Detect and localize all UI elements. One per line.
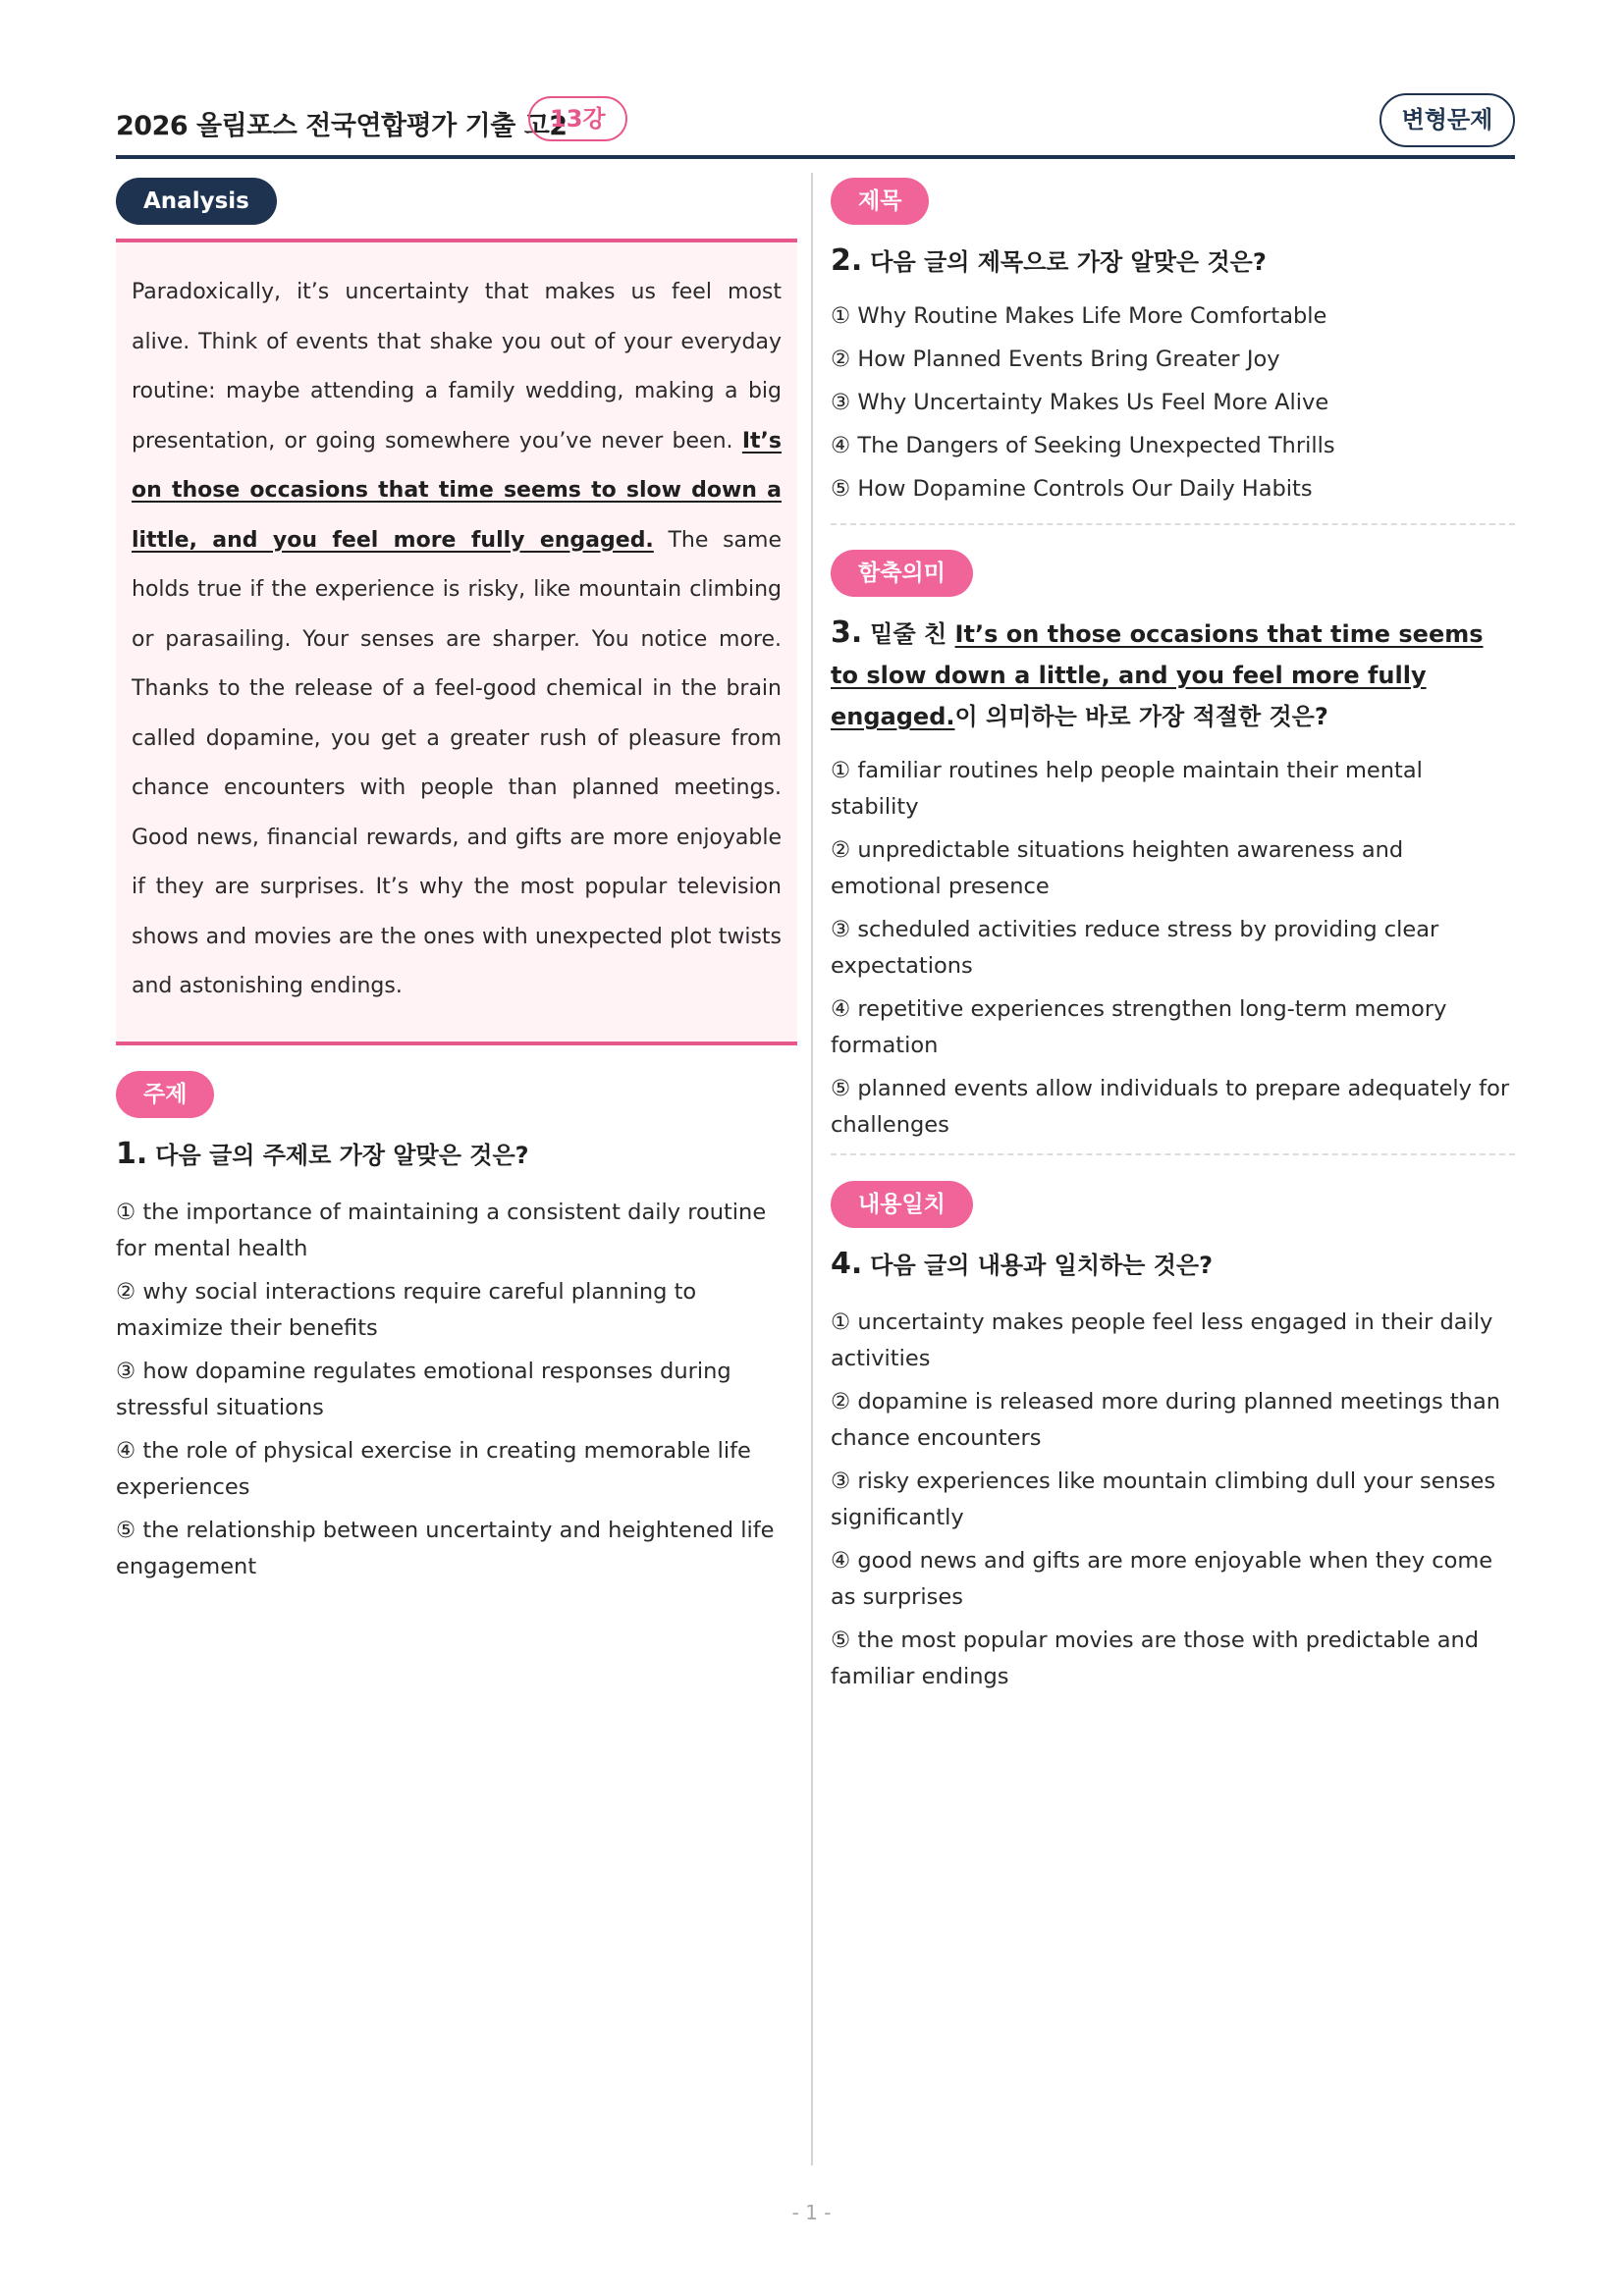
q3-question-post: 이 의미하는 바로 가장 적절한 것은? xyxy=(954,703,1328,730)
q3-option-3[interactable]: ③ scheduled activities reduce stress by providing clear expectations xyxy=(831,917,1439,979)
q3-option-4[interactable]: ④ repetitive experiences strengthen long-term memory formation xyxy=(831,996,1447,1058)
q3-tag: 함축의미 xyxy=(831,550,973,597)
q1-tag: 주제 xyxy=(116,1071,214,1118)
lesson-badge: 13강 xyxy=(528,96,627,141)
analysis-label: Analysis xyxy=(116,178,277,225)
q3-option-2[interactable]: ② unpredictable situations heighten awareness and emotional presence xyxy=(831,837,1404,899)
q3-number: 3. xyxy=(831,615,863,650)
q4-option-5[interactable]: ⑤ the most popular movies are those with predictable and familiar endings xyxy=(831,1628,1480,1689)
q3-options xyxy=(831,753,1515,1144)
right-column xyxy=(831,178,1515,1702)
q3-option-1[interactable]: ① familiar routines help people maintain their mental stability xyxy=(831,758,1423,820)
q1-option-1[interactable]: ① the importance of maintaining a consistent daily routine for mental health xyxy=(116,1199,767,1261)
q2-option-3[interactable]: ③ Why Uncertainty Makes Us Feel More Alive xyxy=(831,390,1329,415)
page-header xyxy=(116,96,1515,159)
q1-heading xyxy=(116,1136,797,1171)
q4-options xyxy=(831,1305,1515,1695)
left-column xyxy=(116,178,797,1592)
q4-number: 4. xyxy=(831,1247,863,1281)
q4-heading xyxy=(831,1246,1515,1281)
q4-option-4[interactable]: ④ good news and gifts are more enjoyable when they come as surprises xyxy=(831,1548,1493,1610)
q2-option-4[interactable]: ④ The Dangers of Seeking Unexpected Thrills xyxy=(831,433,1335,458)
passage-text xyxy=(132,268,782,1012)
q2-question: 다음 글의 제목으로 가장 알맞은 것은? xyxy=(870,248,1267,276)
page-number: - 1 - xyxy=(791,2201,832,2224)
q4-question: 다음 글의 내용과 일치하는 것은? xyxy=(870,1252,1214,1279)
q2-tag: 제목 xyxy=(831,178,929,225)
passage-underlined: It’s on those occasions that time seems to slow down a little, and you feel more fully engaged. xyxy=(132,428,782,553)
q3-question-underlined: It’s on those occasions that time seems to slow down a little, and you feel more fully engaged. xyxy=(831,620,1484,730)
passage-part-1: Paradoxically, it’s uncertainty that makes us feel most alive. Think of events that shake you out of your everyday routine: maybe attending a family wedding, making a big presentation, or going somewhere you’ve never been. xyxy=(132,280,782,454)
q4-option-2[interactable]: ② dopamine is released more during planned meetings than chance encounters xyxy=(831,1389,1500,1451)
q4-option-1[interactable]: ① uncertainty makes people feel less engaged in their daily activities xyxy=(831,1309,1493,1371)
q2-option-2[interactable]: ② How Planned Events Bring Greater Joy xyxy=(831,347,1280,372)
q2-option-1[interactable]: ① Why Routine Makes Life More Comfortable xyxy=(831,303,1327,329)
q4-option-3[interactable]: ③ risky experiences like mountain climbing dull your senses significantly xyxy=(831,1468,1496,1530)
q2-number: 2. xyxy=(831,243,863,278)
q3-question-pre: 밑줄 친 xyxy=(870,620,955,648)
q1-options xyxy=(116,1195,797,1585)
q2-heading xyxy=(831,242,1515,278)
column-divider xyxy=(811,173,813,2165)
passage-box xyxy=(116,239,797,1045)
q2-option-5[interactable]: ⑤ How Dopamine Controls Our Daily Habits xyxy=(831,476,1313,502)
q1-question: 다음 글의 주제로 가장 알맞은 것은? xyxy=(155,1141,529,1169)
q1-option-3[interactable]: ③ how dopamine regulates emotional responses during stressful situations xyxy=(116,1358,731,1420)
q3-option-5[interactable]: ⑤ planned events allow individuals to prepare adequately for challenges xyxy=(831,1076,1510,1138)
section-separator xyxy=(831,523,1515,525)
passage-part-2: The same holds true if the experience is risky, like mountain climbing or parasailing. Your senses are sharper. You notice more. Thanks to the release of a feel-good chemical in the brain called dopamine, you get a greater rush of pleasure from chance encounters with people than planned meetings. Good news, financial rewards, and gifts are more enjoyable if they are surprises. It’s why the most popular television shows and movies are the ones with unexpected plot twists and astonishing endings. xyxy=(132,527,782,998)
page-title: 2026 올림포스 전국연합평가 기출 고2 xyxy=(116,111,568,141)
q4-tag: 내용일치 xyxy=(831,1181,973,1228)
type-badge: 변형문제 xyxy=(1380,93,1515,147)
q1-option-5[interactable]: ⑤ the relationship between uncertainty and heightened life engagement xyxy=(116,1517,775,1579)
q2-options xyxy=(831,297,1515,507)
q1-option-2[interactable]: ② why social interactions require careful planning to maximize their benefits xyxy=(116,1278,697,1341)
q1-option-4[interactable]: ④ the role of physical exercise in creating memorable life experiences xyxy=(116,1437,751,1500)
section-separator xyxy=(831,1153,1515,1155)
q3-heading xyxy=(831,613,1515,737)
q1-number: 1. xyxy=(116,1136,148,1171)
